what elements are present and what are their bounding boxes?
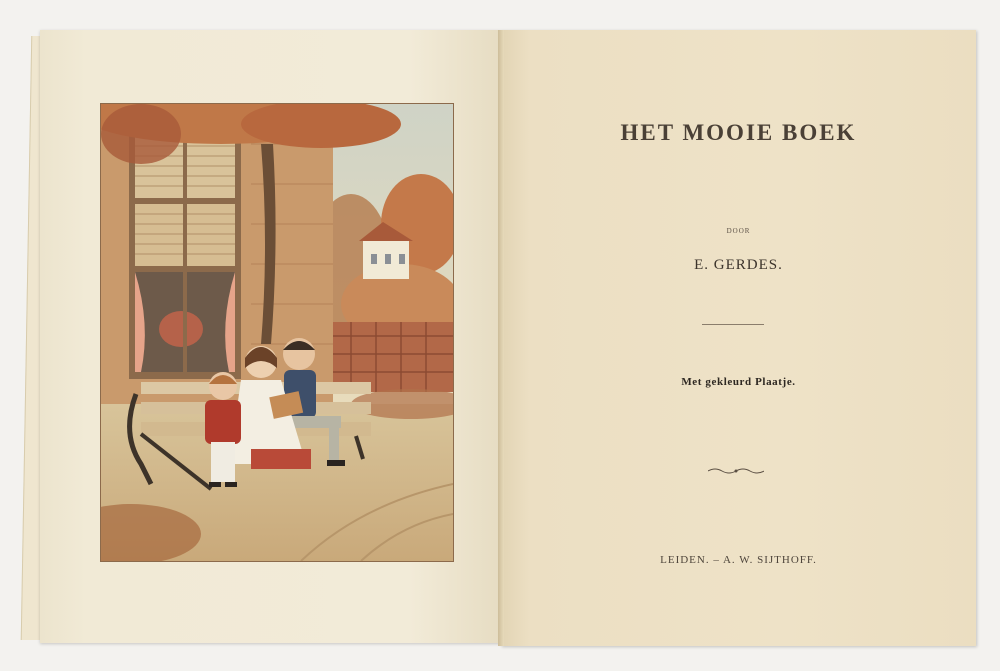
subtitle: Met gekleurd Plaatje. (681, 376, 796, 388)
title-divider (702, 324, 764, 325)
by-label: DOOR (726, 227, 751, 235)
frontispiece-illustration (100, 103, 454, 562)
ornament-flourish (708, 467, 764, 475)
illustration-scene (101, 104, 453, 561)
author-name: E. GERDES. (694, 257, 783, 273)
book-title: HET MOOIE BOEK (620, 120, 857, 145)
publisher-imprint: LEIDEN. – A. W. SIJTHOFF. (660, 554, 817, 566)
